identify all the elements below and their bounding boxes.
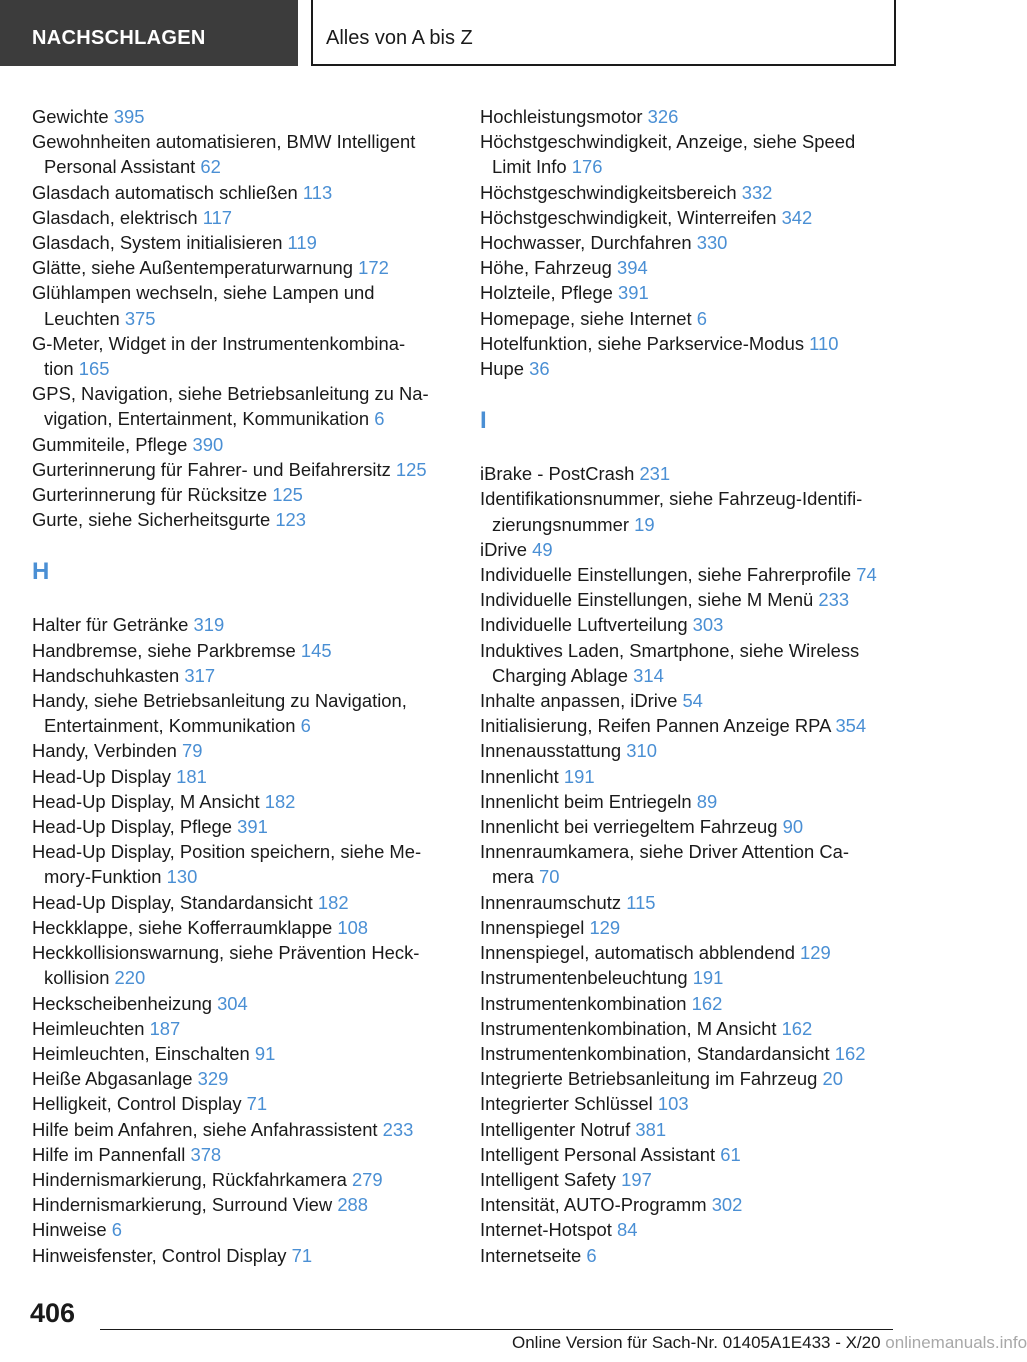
page-reference-link[interactable]: 125: [395, 458, 427, 480]
index-entry-text: Integrierter Schlüssel: [480, 1093, 653, 1115]
page-reference-link[interactable]: 110: [809, 332, 839, 354]
index-entry-text: Innenspiegel: [480, 916, 585, 938]
index-entry-text: Handy, siehe Betriebsanleitung zu Navigation,: [32, 690, 407, 712]
index-entry: [480, 129, 900, 179]
index-entry: [480, 587, 900, 612]
index-entry: [480, 356, 900, 381]
index-entry-text: Gurte, siehe Sicherheitsgurte: [32, 509, 271, 531]
index-entry-text: Höchstgeschwindigkeitsbereich: [480, 181, 737, 203]
index-entry: [32, 839, 472, 889]
index-entry: [480, 915, 900, 940]
index-column-left: [32, 104, 472, 1268]
index-entry: [32, 1117, 472, 1142]
page-reference-link[interactable]: 162: [781, 1017, 813, 1039]
page-reference-link[interactable]: 303: [692, 614, 724, 636]
index-entry: [480, 1243, 900, 1268]
index-entry: [32, 738, 472, 763]
page-reference-link[interactable]: 36: [529, 358, 550, 380]
index-entry: [32, 764, 472, 789]
index-entry-text: Head-Up Display, Position speichern, siehe Me‐: [32, 841, 422, 863]
page-reference-link[interactable]: 279: [351, 1168, 383, 1190]
index-entry-text: Instrumentenbeleuchtung: [480, 967, 688, 989]
index-entry-text: Heckklappe, siehe Kofferraumklappe: [32, 916, 333, 938]
index-entry: [480, 1091, 900, 1116]
index-entry-text: Hinweisfenster, Control Display: [32, 1244, 287, 1266]
index-entry-text: Heckkollisionswarnung, siehe Prävention Heck‐: [32, 942, 420, 964]
index-entry: [32, 255, 472, 280]
index-entry-continuation: Entertainment, Kommunikation: [44, 715, 296, 737]
index-entry-text: Gurterinnerung für Fahrer- und Beifahrersitz: [32, 458, 391, 480]
index-entry: [32, 331, 472, 381]
index-entry: [480, 991, 900, 1016]
index-entry-text: GPS, Navigation, siehe Betriebsanleitung zu Na‐: [32, 383, 429, 405]
section-tab: [0, 0, 298, 66]
index-entry: [480, 839, 900, 889]
index-entry: [32, 280, 472, 330]
index-entry-continuation: Limit Info: [492, 156, 567, 178]
index-entry: [32, 991, 472, 1016]
footer-text: [512, 1333, 1027, 1353]
index-entry-text: Innenspiegel, automatisch abblendend: [480, 942, 795, 964]
page-reference-link[interactable]: 70: [539, 866, 560, 888]
index-entry-text: Höhe, Fahrzeug: [480, 257, 612, 279]
page-reference-link[interactable]: 125: [272, 484, 303, 506]
index-entry: [480, 280, 900, 305]
index-entry-text: Glätte, siehe Außentemperaturwarnung: [32, 257, 354, 279]
index-entry-text: Hindernismarkierung, Surround View: [32, 1194, 333, 1216]
index-entry-text: Heiße Abgasanlage: [32, 1068, 193, 1090]
index-entry-text: Instrumentenkombination, Standardansicht: [480, 1042, 830, 1064]
page-reference-link[interactable]: 220: [114, 967, 146, 989]
index-entry-text: Intelligent Safety: [480, 1168, 616, 1190]
index-entry-text: G-Meter, Widget in der Instrumentenkombina‐: [32, 332, 406, 354]
index-entry-continuation: zierungsnummer: [492, 513, 629, 535]
index-entry: [480, 1167, 900, 1192]
index-entry: [480, 1041, 900, 1066]
page-reference-link[interactable]: 103: [657, 1093, 689, 1115]
index-letter-heading: H: [32, 558, 50, 586]
index-entry-text: Heckscheibenheizung: [32, 992, 212, 1014]
page-reference-link[interactable]: 162: [691, 992, 723, 1014]
page-reference-link[interactable]: 6: [300, 715, 311, 737]
page-reference-link[interactable]: 71: [291, 1244, 313, 1266]
index-entry: [480, 205, 900, 230]
page-reference-link[interactable]: 84: [617, 1219, 638, 1241]
index-entry-continuation: tion: [44, 358, 74, 380]
page-reference-link[interactable]: 54: [682, 690, 703, 712]
index-entry-text: Innenraumschutz: [480, 891, 622, 913]
index-entry: [32, 1016, 472, 1041]
page-reference-link[interactable]: 129: [800, 942, 831, 964]
page-reference-link[interactable]: 61: [720, 1143, 741, 1165]
page-reference-link[interactable]: 113: [302, 181, 333, 203]
index-entry-text: Individuelle Einstellungen, siehe Fahrerprofile: [480, 564, 852, 586]
page-title: Alles von A bis Z: [326, 27, 473, 49]
index-entry: [32, 432, 472, 457]
page-reference-link[interactable]: 314: [633, 664, 664, 686]
index-entry-text: Intelligent Personal Assistant: [480, 1143, 716, 1165]
index-entry-text: Holzteile, Pflege: [480, 282, 613, 304]
index-entry-text: Innenlicht beim Entriegeln: [480, 790, 692, 812]
index-entry-text: Halter für Getränke: [32, 614, 189, 636]
page-reference-link[interactable]: 395: [113, 106, 145, 127]
index-entry: [32, 789, 472, 814]
index-entry-text: Innenausstattung: [480, 740, 622, 762]
page-reference-link[interactable]: 390: [192, 433, 224, 455]
index-entry-text: Instrumentenkombination, M Ansicht: [480, 1017, 777, 1039]
page-reference-link[interactable]: 326: [647, 106, 679, 127]
index-entry-continuation: vigation, Entertainment, Kommunikation: [44, 408, 370, 430]
page-reference-link[interactable]: 176: [571, 156, 603, 178]
index-entry-text: Head-Up Display: [32, 765, 172, 787]
index-entry-continuation: Leuchten: [44, 307, 120, 329]
page-reference-link[interactable]: 89: [696, 790, 718, 812]
index-letter-heading: I: [480, 407, 487, 435]
index-entry-text: Gewichte: [32, 106, 109, 127]
page-reference-link[interactable]: 329: [197, 1068, 229, 1090]
index-entry-text: Höchstgeschwindigkeit, Winterreifen: [480, 206, 777, 228]
index-entry: [32, 129, 472, 179]
page-reference-link[interactable]: 20: [822, 1068, 843, 1090]
page-reference-link[interactable]: 79: [181, 740, 203, 762]
index-entry-text: Hilfe beim Anfahren, siehe Anfahrassistent: [32, 1118, 378, 1140]
index-entry-text: Initialisierung, Reifen Pannen Anzeige RPA: [480, 715, 831, 737]
header-bottom-border: [311, 64, 896, 66]
index-entry-text: Head-Up Display, Standardansicht: [32, 891, 313, 913]
index-entry-text: Homepage, siehe Internet: [480, 307, 692, 329]
index-entry-text: Gummiteile, Pflege: [32, 433, 188, 455]
footer-version: Online Version für Sach-Nr. 01405A1E433 - X/20: [512, 1333, 881, 1352]
index-entry-text: Glasdach, elektrisch: [32, 206, 198, 228]
index-entry-text: Höchstgeschwindigkeit, Anzeige, siehe Speed: [480, 131, 856, 153]
index-entry-text: Innenlicht: [480, 765, 559, 787]
page-reference-link[interactable]: 74: [856, 564, 877, 586]
page-reference-link[interactable]: 233: [818, 589, 850, 611]
index-entry: [480, 1192, 900, 1217]
index-entry: [32, 482, 472, 507]
page-reference-link[interactable]: 391: [237, 816, 268, 838]
page-reference-link[interactable]: 233: [382, 1118, 414, 1140]
index-entry: [480, 104, 900, 129]
index-entry: [480, 537, 900, 562]
index-entry-text: Integrierte Betriebsanleitung im Fahrzeug: [480, 1068, 818, 1090]
index-entry-text: iBrake - PostCrash: [480, 463, 635, 485]
page-number: 406: [30, 1298, 76, 1328]
page-reference-link[interactable]: 6: [374, 408, 385, 430]
index-column-right: [480, 104, 900, 1268]
index-entry-text: Glasdach automatisch schließen: [32, 181, 298, 203]
index-entry: [32, 180, 472, 205]
index-entry: [32, 612, 472, 637]
page-reference-link[interactable]: 119: [287, 232, 317, 254]
index-entry: [32, 230, 472, 255]
index-entry: [480, 1016, 900, 1041]
index-entry-text: Helligkeit, Control Display: [32, 1093, 242, 1115]
index-entry-continuation: kollision: [44, 967, 110, 989]
index-entry: [480, 255, 900, 280]
page-reference-link[interactable]: 6: [111, 1219, 122, 1241]
section-label: NACHSCHLAGEN: [32, 27, 206, 49]
page-reference-link[interactable]: 49: [532, 538, 553, 560]
page-reference-link[interactable]: 332: [741, 181, 773, 203]
index-entry-text: Hindernismarkierung, Rückfahrkamera: [32, 1168, 347, 1190]
index-entry-text: Heimleuchten, Einschalten: [32, 1042, 250, 1064]
index-entry: [32, 381, 472, 431]
index-entry: [480, 713, 900, 738]
index-entry-text: Internetseite: [480, 1244, 582, 1266]
page-reference-link[interactable]: 6: [696, 307, 707, 329]
page-reference-link[interactable]: 381: [635, 1118, 667, 1140]
footer-watermark: onlinemanuals.info: [885, 1333, 1027, 1352]
index-entry-text: Individuelle Luftverteilung: [480, 614, 688, 636]
index-entry: [480, 1066, 900, 1091]
index-entry: [32, 457, 472, 482]
index-entry: [480, 1142, 900, 1167]
index-entry: [32, 663, 472, 688]
index-entry: [32, 940, 472, 990]
header-right-border: [894, 0, 896, 66]
index-entry-text: Hinweise: [32, 1219, 107, 1241]
page-reference-link[interactable]: 197: [621, 1168, 652, 1190]
header-divider: [311, 0, 313, 66]
index-entry: [480, 612, 900, 637]
index-entry: [32, 1142, 472, 1167]
page-reference-link[interactable]: 181: [176, 765, 207, 787]
page-reference-link[interactable]: 62: [200, 156, 221, 178]
index-entry-text: Hotelfunktion, siehe Parkservice-Modus: [480, 332, 805, 354]
index-entry-text: Hilfe im Pannenfall: [32, 1143, 186, 1165]
index-entry: [32, 205, 472, 230]
index-entry-text: Handbremse, siehe Parkbremse: [32, 639, 296, 661]
index-entry: [32, 1192, 472, 1217]
page-reference-link[interactable]: 6: [586, 1244, 597, 1266]
index-entry: [480, 180, 900, 205]
index-entry: [32, 507, 472, 532]
index-entry: [32, 1041, 472, 1066]
page-reference-link[interactable]: 330: [696, 232, 728, 254]
index-entry: [32, 1066, 472, 1091]
page-reference-link[interactable]: 391: [618, 282, 649, 304]
index-entry: [480, 764, 900, 789]
index-entry: [480, 738, 900, 763]
index-entry-continuation: mera: [492, 866, 534, 888]
index-entry: [480, 562, 900, 587]
index-entry: [480, 814, 900, 839]
page-reference-link[interactable]: 378: [190, 1143, 222, 1165]
page-reference-link[interactable]: 91: [254, 1042, 276, 1064]
footer-rule: [100, 1329, 893, 1330]
index-entry: [32, 890, 472, 915]
index-entry: [32, 1167, 472, 1192]
page-reference-link[interactable]: 310: [626, 740, 657, 762]
index-entry-text: Inhalte anpassen, iDrive: [480, 690, 678, 712]
page-reference-link[interactable]: 304: [217, 992, 248, 1014]
index-entry-text: Head-Up Display, M Ansicht: [32, 790, 260, 812]
index-entry: [480, 940, 900, 965]
index-entry: [480, 1117, 900, 1142]
page-reference-link[interactable]: 130: [166, 866, 198, 888]
page-reference-link[interactable]: 145: [300, 639, 332, 661]
index-entry: [32, 638, 472, 663]
page-reference-link[interactable]: 288: [337, 1194, 368, 1216]
index-entry-text: Hochleistungsmotor: [480, 106, 643, 127]
page-header: [0, 0, 960, 66]
index-entry-text: Innenlicht bei verriegeltem Fahrzeug: [480, 816, 778, 838]
page-reference-link[interactable]: 182: [264, 790, 296, 812]
index-entry: [480, 890, 900, 915]
index-entry-text: Innenraumkamera, siehe Driver Attention Ca‐: [480, 841, 850, 863]
index-entry-text: Handy, Verbinden: [32, 740, 177, 762]
index-entry: [32, 1217, 472, 1242]
index-entry: [480, 638, 900, 688]
index-entry: [480, 486, 900, 536]
page-reference-link[interactable]: 90: [782, 816, 804, 838]
index-entry-continuation: Personal Assistant: [44, 156, 196, 178]
page-reference-link[interactable]: 317: [184, 664, 216, 686]
index-entry-text: Gurterinnerung für Rücksitze: [32, 484, 268, 506]
index-entry-text: Hupe: [480, 358, 524, 380]
index-entry: [480, 1217, 900, 1242]
page-reference-link[interactable]: 71: [246, 1093, 268, 1115]
index-entry: [32, 1243, 472, 1268]
index-entry: [480, 331, 900, 356]
index-entry: [480, 461, 900, 486]
page-reference-link[interactable]: 354: [835, 715, 867, 737]
index-entry: [32, 104, 472, 129]
page-reference-link[interactable]: 191: [692, 967, 724, 989]
index-entry-text: iDrive: [480, 538, 528, 560]
index-entry: [480, 230, 900, 255]
index-entry-text: Intelligenter Notruf: [480, 1118, 631, 1140]
index-entry: [480, 965, 900, 990]
index-entry-text: Heimleuchten: [32, 1017, 145, 1039]
page-reference-link[interactable]: 191: [563, 765, 595, 787]
page-reference-link[interactable]: 394: [617, 257, 648, 279]
index-entry-text: Handschuhkasten: [32, 664, 180, 686]
page-reference-link[interactable]: 129: [589, 916, 621, 938]
index-entry-continuation: Charging Ablage: [492, 664, 628, 686]
page-reference-link[interactable]: 302: [711, 1194, 743, 1216]
index-entry-text: Internet-Hotspot: [480, 1219, 612, 1241]
index-entry-text: Identifikationsnummer, siehe Fahrzeug-Identifi‐: [480, 488, 863, 510]
index-entry: [32, 688, 472, 738]
index-entry: [480, 306, 900, 331]
page-reference-link[interactable]: 117: [202, 206, 233, 228]
page-reference-link[interactable]: 375: [124, 307, 156, 329]
page-reference-link[interactable]: 319: [193, 614, 225, 636]
index-entry: [32, 1091, 472, 1116]
index-entry-text: Head-Up Display, Pflege: [32, 816, 233, 838]
index-entry: [480, 789, 900, 814]
index-entry-text: Intensität, AUTO-Programm: [480, 1194, 707, 1216]
page-reference-link[interactable]: 182: [317, 891, 349, 913]
page-reference-link[interactable]: 172: [358, 257, 389, 279]
index-entry-text: Glühlampen wechseln, siehe Lampen und: [32, 282, 375, 304]
page-reference-link[interactable]: 19: [634, 513, 655, 535]
page-reference-link[interactable]: 115: [626, 891, 656, 913]
index-entry: [32, 915, 472, 940]
page-reference-link[interactable]: 123: [275, 509, 306, 531]
page-reference-link[interactable]: 187: [149, 1017, 181, 1039]
page-reference-link[interactable]: 342: [781, 206, 813, 228]
index-entry-continuation: mory-Funktion: [44, 866, 162, 888]
index-entry-text: Individuelle Einstellungen, siehe M Menü: [480, 589, 814, 611]
page-reference-link[interactable]: 165: [78, 358, 110, 380]
index-entry-text: Gewohnheiten automatisieren, BMW Intelligent: [32, 131, 416, 153]
page-reference-link[interactable]: 108: [337, 916, 369, 938]
index-entry: [480, 688, 900, 713]
page-reference-link[interactable]: 231: [639, 463, 671, 485]
index-entry-text: Hochwasser, Durchfahren: [480, 232, 692, 254]
index-entry: [32, 814, 472, 839]
index-entry-text: Glasdach, System initialisieren: [32, 232, 283, 254]
index-entry-text: Induktives Laden, Smartphone, siehe Wireless: [480, 639, 860, 661]
page-reference-link[interactable]: 162: [834, 1042, 866, 1064]
index-entry-text: Instrumentenkombination: [480, 992, 687, 1014]
